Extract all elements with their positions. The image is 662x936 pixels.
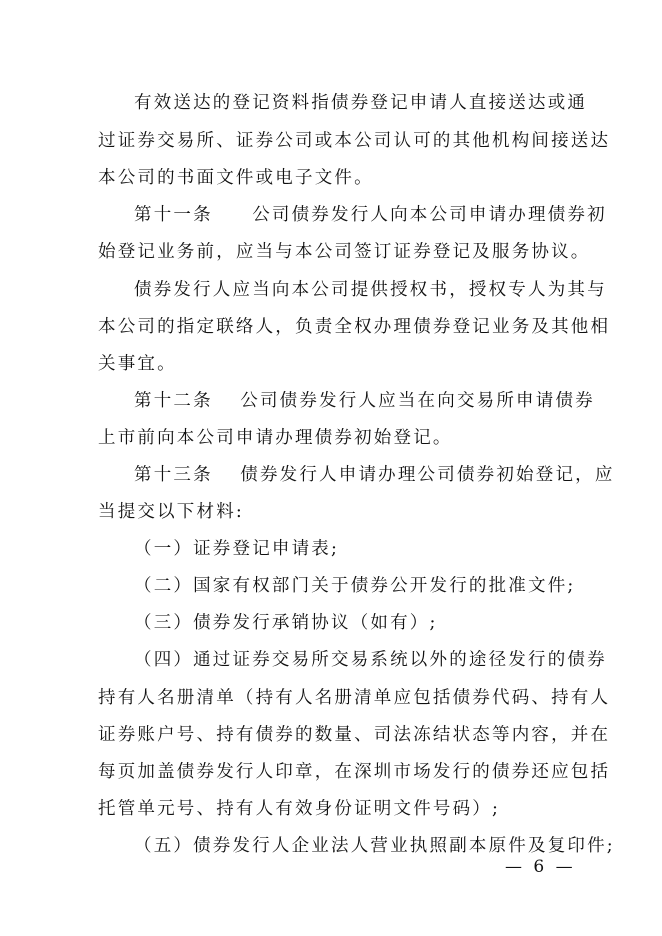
text-line: （一）证券登记申请表;	[134, 539, 340, 559]
text-line: 持有人名册清单（持有人名册清单应包括债券代码、持有人	[98, 688, 611, 708]
text-line: 第十一条 公司债券发行人向本公司申请办理债券初	[134, 205, 607, 225]
text-line: 托管单元号、持有人有效身份证明文件号码）;	[98, 799, 501, 819]
text-line: （五）债券发行人企业法人营业执照副本原件及复印件;	[134, 836, 615, 856]
text-line: 证券账户号、持有债券的数量、司法冻结状态等内容，并在	[98, 725, 611, 745]
text-line: 过证券交易所、证券公司或本公司认可的其他机构间接送达	[98, 131, 611, 151]
page-number: — 6 —	[505, 857, 576, 877]
text-line: 始登记业务前，应当与本公司签订证券登记及服务协议。	[98, 242, 591, 262]
text-line: 上市前向本公司申请办理债券初始登记。	[98, 428, 453, 448]
text-line: 本公司的指定联络人，负责全权办理债券登记业务及其他相	[98, 317, 611, 337]
text-line: 关事宜。	[98, 354, 177, 374]
text-line: 第十三条 债券发行人申请办理公司债券初始登记，应	[134, 465, 615, 485]
text-line: （四）通过证券交易所交易系统以外的途径发行的债券	[134, 650, 607, 670]
text-line: 债券发行人应当向本公司提供授权书，授权专人为其与	[134, 280, 607, 300]
text-line: 当提交以下材料:	[98, 502, 244, 522]
text-line: （三）债券发行承销协议（如有）;	[134, 613, 438, 633]
text-line: 每页加盖债券发行人印章，在深圳市场发行的债券还应包括	[98, 762, 611, 782]
text-line: 本公司的书面文件或电子文件。	[98, 168, 374, 188]
text-line: 有效送达的登记资料指债券登记申请人直接送达或通	[134, 93, 588, 113]
text-line: （二）国家有权部门关于债券公开发行的批准文件;	[134, 576, 576, 596]
text-line: 第十二条 公司债券发行人应当在向交易所申请债券	[134, 391, 595, 411]
